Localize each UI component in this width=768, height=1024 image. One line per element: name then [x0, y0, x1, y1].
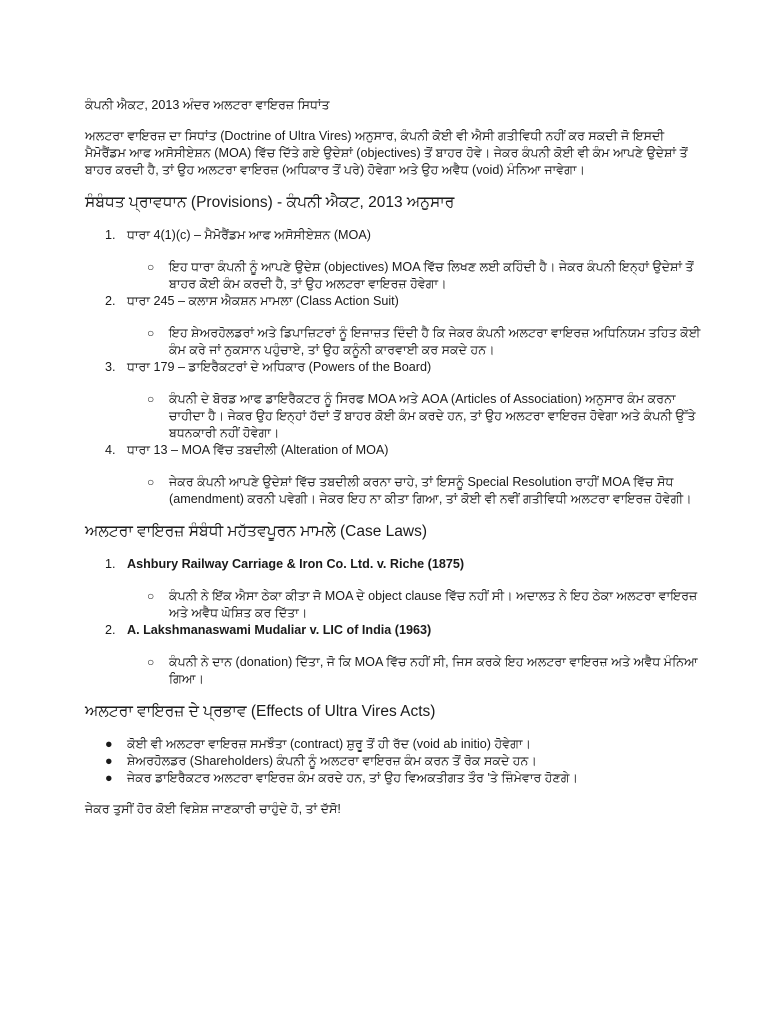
case-item: [85, 556, 704, 573]
bullet-icon: ●: [105, 771, 113, 785]
case-laws-list: [85, 556, 704, 688]
provision-item: [85, 442, 704, 459]
bullet-icon: ●: [105, 737, 113, 751]
provision-item: [85, 227, 704, 244]
list-number: 4.: [105, 443, 116, 457]
circle-bullet-icon: ○: [147, 655, 155, 669]
circle-bullet-icon: ○: [147, 326, 155, 340]
provision-title: ਧਾਰਾ 13 – MOA ਵਿੱਚ ਤਬਦੀਲੀ (Alteration of MOA): [127, 443, 389, 457]
effect-item: [85, 770, 704, 787]
provision-detail-text: ਜੇਕਰ ਕੰਪਨੀ ਆਪਣੇ ਉਦੇਸ਼ਾਂ ਵਿੱਚ ਤਬਦੀਲੀ ਕਰਨਾ ਚਾਹੇ, ਤਾਂ ਇਸਨੂੰ Special Resolution ਰਾਹੀਂ MOA ਵਿੱਚ ਸੋਧ (amendment) ਕਰਨੀ ਪਵੇਗੀ। ਜੇਕਰ ਇਹ ਨਾ ਕੀਤਾ ਗਿਆ, ਤਾਂ ਕੋਈ ਵੀ ਨਵੀਂ ਗਤੀਵਿਧੀ ਅਲਟਰਾ ਵਾਇਰਜ਼ ਹੋਵੇਗੀ।: [169, 475, 692, 506]
case-title: Ashbury Railway Carriage & Iron Co. Ltd. v. Riche (1875): [127, 557, 465, 571]
effects-list: [85, 736, 704, 787]
list-number: 2.: [105, 623, 116, 637]
case-detail-text: ਕੰਪਨੀ ਨੇ ਦਾਨ (donation) ਦਿੱਤਾ, ਜੋ ਕਿ MOA ਵਿੱਚ ਨਹੀਂ ਸੀ, ਜਿਸ ਕਰਕੇ ਇਹ ਅਲਟਰਾ ਵਾਇਰਜ਼ ਅਤੇ ਅਵੈਧ ਮੰਨਿਆ ਗਿਆ।: [169, 655, 698, 686]
effects-heading: ਅਲਟਰਾ ਵਾਇਰਜ਼ ਦੇ ਪ੍ਰਭਾਵ (Effects of Ultra Vires Acts): [85, 703, 436, 720]
provision-detail-text: ਇਹ ਧਾਰਾ ਕੰਪਨੀ ਨੂੰ ਆਪਣੇ ਉਦੇਸ਼ (objectives) MOA ਵਿੱਚ ਲਿਖਣ ਲਈ ਕਹਿੰਦੀ ਹੈ। ਜੇਕਰ ਕੰਪਨੀ ਇਨ੍ਹਾਂ ਉਦੇਸ਼ਾਂ ਤੋਂ ਬਾਹਰ ਕੋਈ ਕੰਮ ਕਰਦੀ ਹੈ, ਤਾਂ ਉਹ ਅਲਟਰਾ ਵਾਇਰਜ਼ ਹੋਵੇਗਾ।: [169, 260, 694, 291]
list-number: 1.: [105, 557, 116, 571]
case-title: A. Lakshmanaswami Mudaliar v. LIC of India (1963): [127, 623, 432, 637]
circle-bullet-icon: ○: [147, 392, 155, 406]
effect-text: ਸ਼ੇਅਰਹੋਲਡਰ (Shareholders) ਕੰਪਨੀ ਨੂੰ ਅਲਟਰਾ ਵਾਇਰਜ਼ ਕੰਮ ਕਰਨ ਤੋਂ ਰੋਕ ਸਕਦੇ ਹਨ।: [127, 754, 537, 768]
list-number: 1.: [105, 228, 116, 242]
circle-bullet-icon: ○: [147, 475, 155, 489]
provisions-list: [85, 227, 704, 508]
effect-text: ਕੋਈ ਵੀ ਅਲਟਰਾ ਵਾਇਰਜ਼ ਸਮਝੌਤਾ (contract) ਸ਼ੁਰੂ ਤੋਂ ਹੀ ਰੱਦ (void ab initio) ਹੋਵੇਗਾ।: [127, 737, 531, 751]
effect-text: ਜੇਕਰ ਡਾਇਰੈਕਟਰ ਅਲਟਰਾ ਵਾਇਰਜ਼ ਕੰਮ ਕਰਦੇ ਹਨ, ਤਾਂ ਉਹ ਵਿਅਕਤੀਗਤ ਤੌਰ 'ਤੇ ਜ਼ਿੰਮੇਵਾਰ ਹੋਣਗੇ।: [127, 771, 578, 785]
provision-title: ਧਾਰਾ 4(1)(c) – ਮੈਮੋਰੈਂਡਮ ਆਫ ਅਸੋਸੀਏਸ਼ਨ (MOA): [127, 228, 371, 242]
provision-detail: [85, 474, 704, 508]
provision-detail-text: ਕੰਪਨੀ ਦੇ ਬੋਰਡ ਆਫ ਡਾਇਰੈਕਟਰ ਨੂੰ ਸਿਰਫ MOA ਅਤੇ AOA (Articles of Association) ਅਨੁਸਾਰ ਕੰਮ ਕਰਨਾ ਚਾਹੀਦਾ ਹੈ। ਜੇਕਰ ਉਹ ਇਨ੍ਹਾਂ ਹੱਦਾਂ ਤੋਂ ਬਾਹਰ ਕੋਈ ਕੰਮ ਕਰਦੇ ਹਨ, ਤਾਂ ਉਹ ਅਲਟਰਾ ਵਾਇਰਜ਼ ਹੋਵੇਗਾ ਅਤੇ ਕੰਪਨੀ ਉੱਤੇ ਬਧਨਕਾਰੀ ਨਹੀਂ ਹੋਵੇਗਾ।: [169, 392, 696, 440]
case-laws-heading: ਅਲਟਰਾ ਵਾਇਰਜ਼ ਸੰਬੰਧੀ ਮਹੱਤਵਪੂਰਨ ਮਾਮਲੇ (Case Laws): [85, 523, 428, 540]
circle-bullet-icon: ○: [147, 589, 155, 603]
case-detail: [85, 588, 704, 622]
case-detail-text: ਕੰਪਨੀ ਨੇ ਇੱਕ ਐਸਾ ਠੇਕਾ ਕੀਤਾ ਜੋ MOA ਦੇ object clause ਵਿੱਚ ਨਹੀਂ ਸੀ। ਅਦਾਲਤ ਨੇ ਇਹ ਠੇਕਾ ਅਲਟਰਾ ਵਾਇਰਜ਼ ਅਤੇ ਅਵੈਧ ਘੋਸ਼ਿਤ ਕਰ ਦਿੱਤਾ।: [169, 589, 698, 620]
provision-title: ਧਾਰਾ 179 – ਡਾਇਰੈਕਟਰਾਂ ਦੇ ਅਧਿਕਾਰ (Powers of the Board): [127, 360, 432, 374]
effect-item: [85, 753, 704, 770]
provision-item: [85, 293, 704, 310]
provisions-heading: ਸੰਬੰਧਤ ਪ੍ਰਾਵਧਾਨ (Provisions) - ਕੰਪਨੀ ਐਕਟ, 2013 ਅਨੁਸਾਰ: [85, 194, 455, 211]
provision-detail: [85, 325, 704, 359]
document-title: ਕੰਪਨੀ ਐਕਟ, 2013 ਅੰਦਰ ਅਲਟਰਾ ਵਾਇਰਜ਼ ਸਿਧਾਂਤ: [85, 98, 330, 112]
list-number: 2.: [105, 294, 116, 308]
intro-paragraph: ਅਲਟਰਾ ਵਾਇਰਜ਼ ਦਾ ਸਿਧਾਂਤ (Doctrine of Ultra Vires) ਅਨੁਸਾਰ, ਕੰਪਨੀ ਕੋਈ ਵੀ ਐਸੀ ਗਤੀਵਿਧੀ ਨਹੀਂ ਕਰ ਸਕਦੀ ਜੋ ਇਸਦੀ ਮੈਮੋਰੈਂਡਮ ਆਫ ਅਸੋਸੀਏਸ਼ਨ (MOA) ਵਿੱਚ ਦਿੱਤੇ ਗਏ ਉਦੇਸ਼ਾਂ (objectives) ਤੋਂ ਬਾਹਰ ਹੋਵੇ। ਜੇਕਰ ਕੰਪਨੀ ਕੋਈ ਵੀ ਕੰਮ ਆਪਣੇ ਉਦੇਸ਼ਾਂ ਤੋਂ ਬਾਹਰ ਕਰਦੀ ਹੈ, ਤਾਂ ਉਹ ਅਲਟਰਾ ਵਾਇਰਜ਼ (ਅਧਿਕਾਰ ਤੋਂ ਪਰੇ) ਹੋਵੇਗਾ ਅਤੇ ਉਹ ਅਵੈਧ (void) ਮੰਨਿਆ ਜਾਵੇਗਾ।: [85, 129, 688, 177]
provision-detail: [85, 391, 704, 442]
case-detail: [85, 654, 704, 688]
closing-paragraph: ਜੇਕਰ ਤੁਸੀਂ ਹੋਰ ਕੋਈ ਵਿਸ਼ੇਸ਼ ਜਾਣਕਾਰੀ ਚਾਹੁੰਦੇ ਹੋ, ਤਾਂ ਦੱਸੋ!: [85, 802, 341, 816]
bullet-icon: ●: [105, 754, 113, 768]
circle-bullet-icon: ○: [147, 260, 155, 274]
provision-detail: [85, 259, 704, 293]
list-number: 3.: [105, 360, 116, 374]
provision-detail-text: ਇਹ ਸ਼ੇਅਰਹੋਲਡਰਾਂ ਅਤੇ ਡਿਪਾਜ਼ਿਟਰਾਂ ਨੂੰ ਇਜਾਜ਼ਤ ਦਿੰਦੀ ਹੈ ਕਿ ਜੇਕਰ ਕੰਪਨੀ ਅਲਟਰਾ ਵਾਇਰਜ਼ ਅਧਿਨਿਯਮ ਤਹਿਤ ਕੋਈ ਕੰਮ ਕਰੇ ਜਾਂ ਨੁਕਸਾਨ ਪਹੁੰਚਾਏ, ਤਾਂ ਉਹ ਕਨੂੰਨੀ ਕਾਰਵਾਈ ਕਰ ਸਕਦੇ ਹਨ।: [169, 326, 701, 357]
provision-title: ਧਾਰਾ 245 – ਕਲਾਸ ਐਕਸ਼ਨ ਮਾਮਲਾ (Class Action Suit): [127, 294, 399, 308]
effect-item: [85, 736, 704, 753]
provision-item: [85, 359, 704, 376]
case-item: [85, 622, 704, 639]
